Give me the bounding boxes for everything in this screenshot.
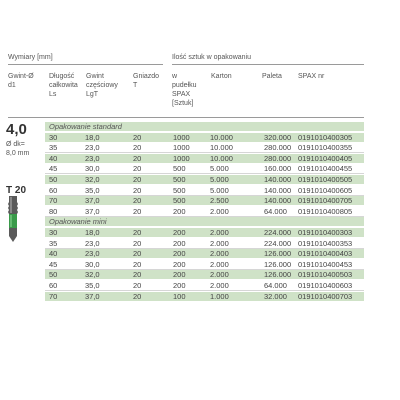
table-row [45, 133, 364, 143]
cell-thread-length: 18,0 [85, 132, 100, 142]
cell-pallet-qty: 126.000 [264, 249, 292, 259]
table-row [45, 239, 364, 249]
table-row [45, 292, 364, 302]
cell-spax-number: 0191010400305 [298, 132, 353, 142]
cell-pallet-qty: 140.000 [264, 185, 292, 195]
cell-carton-qty: 5.000 [210, 185, 229, 195]
cell-drive: 20 [133, 281, 142, 290]
cell-spax-number: 0191010400353 [298, 238, 353, 248]
cell-carton-qty: 10.000 [210, 132, 233, 142]
cell-length: 60 [49, 281, 58, 290]
table-row [45, 175, 364, 185]
cell-thread-length: 23,0 [85, 143, 100, 153]
cell-thread-length: 32,0 [85, 270, 100, 280]
col-header-pallet: Paleta [262, 73, 282, 80]
cell-drive: 20 [133, 206, 142, 216]
cell-pallet-qty: 126.000 [264, 259, 292, 269]
package-quantity-header: Ilość sztuk w opakowaniu [172, 54, 251, 61]
cell-box-qty: 100 [173, 291, 186, 301]
cell-spax-number: 0191010400355 [298, 143, 353, 153]
cell-carton-qty: 1.000 [210, 291, 229, 301]
cell-pallet-qty: 280.000 [264, 153, 292, 163]
cell-length: 40 [49, 153, 58, 163]
cell-drive: 20 [133, 143, 142, 153]
cell-pallet-qty: 140.000 [264, 196, 292, 206]
cell-length: 30 [49, 132, 58, 142]
cell-box-qty: 200 [173, 259, 186, 269]
cell-box-qty: 200 [173, 270, 186, 280]
cell-thread-length: 32,0 [85, 175, 100, 184]
cell-spax-number: 0191010400805 [298, 206, 353, 216]
dimensions-header-rule [8, 64, 163, 65]
cell-spax-number: 0191010400405 [298, 153, 353, 163]
cell-spax-number: 0191010400303 [298, 228, 353, 237]
cell-carton-qty: 2.000 [210, 228, 229, 237]
cell-length: 40 [49, 249, 58, 259]
cell-thread-length: 37,0 [85, 206, 100, 216]
cell-pallet-qty: 140.000 [264, 175, 292, 184]
cell-thread-length: 23,0 [85, 249, 100, 259]
cell-thread-length: 30,0 [85, 259, 100, 269]
cell-box-qty: 1000 [173, 153, 190, 163]
cell-carton-qty: 2.500 [210, 196, 229, 206]
cell-drive: 20 [133, 132, 142, 142]
col-header-thread-diameter: Gwint-Ø d1 [8, 73, 34, 89]
dimensions-header: Wymiary [mm] [8, 54, 53, 61]
cell-length: 60 [49, 185, 58, 195]
table-row [45, 281, 364, 291]
package-quantity-header-rule [172, 64, 364, 65]
table-row [45, 270, 364, 280]
cell-length: 30 [49, 228, 58, 237]
cell-pallet-qty: 32.000 [264, 291, 287, 301]
cell-spax-number: 0191010400603 [298, 281, 353, 290]
col-header-spax-number: SPAX nr [298, 73, 325, 80]
cell-length: 35 [49, 238, 58, 248]
table-row [45, 186, 364, 196]
cell-carton-qty: 2.000 [210, 270, 229, 280]
head-diameter: Ø dk= 8,0 mm [6, 141, 30, 157]
cell-pallet-qty: 224.000 [264, 238, 292, 248]
cell-spax-number: 0191010400705 [298, 196, 353, 206]
col-header-partial-thread: Gwint częściowy LgT [86, 73, 118, 98]
cell-drive: 20 [133, 291, 142, 301]
section-header: Opakowanie standard [45, 122, 364, 132]
cell-drive: 20 [133, 238, 142, 248]
cell-drive: 20 [133, 185, 142, 195]
cell-length: 50 [49, 270, 58, 280]
cell-length: 70 [49, 196, 58, 206]
cell-thread-length: 18,0 [85, 228, 100, 237]
cell-carton-qty: 10.000 [210, 143, 233, 153]
cell-drive: 20 [133, 164, 142, 174]
cell-spax-number: 0191010400403 [298, 249, 353, 259]
cell-thread-length: 23,0 [85, 238, 100, 248]
cell-box-qty: 200 [173, 228, 186, 237]
cell-length: 45 [49, 259, 58, 269]
cell-drive: 20 [133, 196, 142, 206]
cell-length: 35 [49, 143, 58, 153]
cell-box-qty: 500 [173, 196, 186, 206]
cell-length: 80 [49, 206, 58, 216]
cell-length: 70 [49, 291, 58, 301]
torx-bit-icon [7, 196, 19, 242]
cell-spax-number: 0191010400605 [298, 185, 353, 195]
cell-thread-length: 37,0 [85, 291, 100, 301]
cell-box-qty: 1000 [173, 143, 190, 153]
cell-pallet-qty: 160.000 [264, 164, 292, 174]
cell-box-qty: 200 [173, 206, 186, 216]
cell-length: 50 [49, 175, 58, 184]
table-row [45, 260, 364, 270]
section-header: Opakowanie mini [45, 217, 364, 227]
col-header-box-qty: w pudełku SPAX [Sztuk] [172, 73, 197, 107]
cell-drive: 20 [133, 153, 142, 163]
table-row [45, 154, 364, 164]
cell-pallet-qty: 320.000 [264, 132, 292, 142]
col-header-total-length: Długość całkowita Ls [49, 73, 78, 98]
cell-thread-length: 35,0 [85, 281, 100, 290]
cell-box-qty: 500 [173, 164, 186, 174]
cell-spax-number: 0191010400703 [298, 291, 353, 301]
table-row [45, 228, 364, 238]
cell-carton-qty: 2.000 [210, 249, 229, 259]
cell-box-qty: 1000 [173, 132, 190, 142]
col-header-drive: Gniazdo T [133, 73, 160, 89]
cell-carton-qty: 5.000 [210, 175, 229, 184]
table-row [45, 249, 364, 259]
cell-carton-qty: 2.000 [210, 281, 229, 290]
cell-thread-length: 37,0 [85, 196, 100, 206]
drive-size-label: T 20 [6, 185, 27, 196]
cell-box-qty: 500 [173, 175, 186, 184]
cell-carton-qty: 5.000 [210, 164, 229, 174]
cell-pallet-qty: 224.000 [264, 228, 292, 237]
cell-length: 45 [49, 164, 58, 174]
cell-drive: 20 [133, 259, 142, 269]
cell-carton-qty: 10.000 [210, 153, 233, 163]
cell-pallet-qty: 64.000 [264, 206, 287, 216]
table-row [45, 164, 364, 174]
table-row [45, 196, 364, 206]
cell-box-qty: 200 [173, 281, 186, 290]
cell-thread-length: 23,0 [85, 153, 100, 163]
cell-box-qty: 200 [173, 249, 186, 259]
cell-thread-length: 30,0 [85, 164, 100, 174]
cell-carton-qty: 2.000 [210, 238, 229, 248]
header-bottom-rule [8, 117, 364, 118]
cell-drive: 20 [133, 249, 142, 259]
cell-spax-number: 0191010400455 [298, 164, 353, 174]
cell-pallet-qty: 64.000 [264, 281, 287, 290]
table-row [45, 143, 364, 153]
cell-spax-number: 0191010400503 [298, 270, 353, 280]
cell-drive: 20 [133, 228, 142, 237]
cell-drive: 20 [133, 270, 142, 280]
cell-thread-length: 35,0 [85, 185, 100, 195]
cell-box-qty: 200 [173, 238, 186, 248]
cell-spax-number: 0191010400505 [298, 175, 353, 184]
cell-carton-qty: 2.000 [210, 259, 229, 269]
cell-carton-qty: 2.000 [210, 206, 229, 216]
cell-drive: 20 [133, 175, 142, 184]
cell-spax-number: 0191010400453 [298, 259, 353, 269]
cell-pallet-qty: 280.000 [264, 143, 292, 153]
cell-pallet-qty: 126.000 [264, 270, 292, 280]
screw-diameter: 4,0 [6, 121, 27, 138]
cell-box-qty: 500 [173, 185, 186, 195]
table-row [45, 207, 364, 217]
col-header-carton: Karton [211, 73, 232, 80]
